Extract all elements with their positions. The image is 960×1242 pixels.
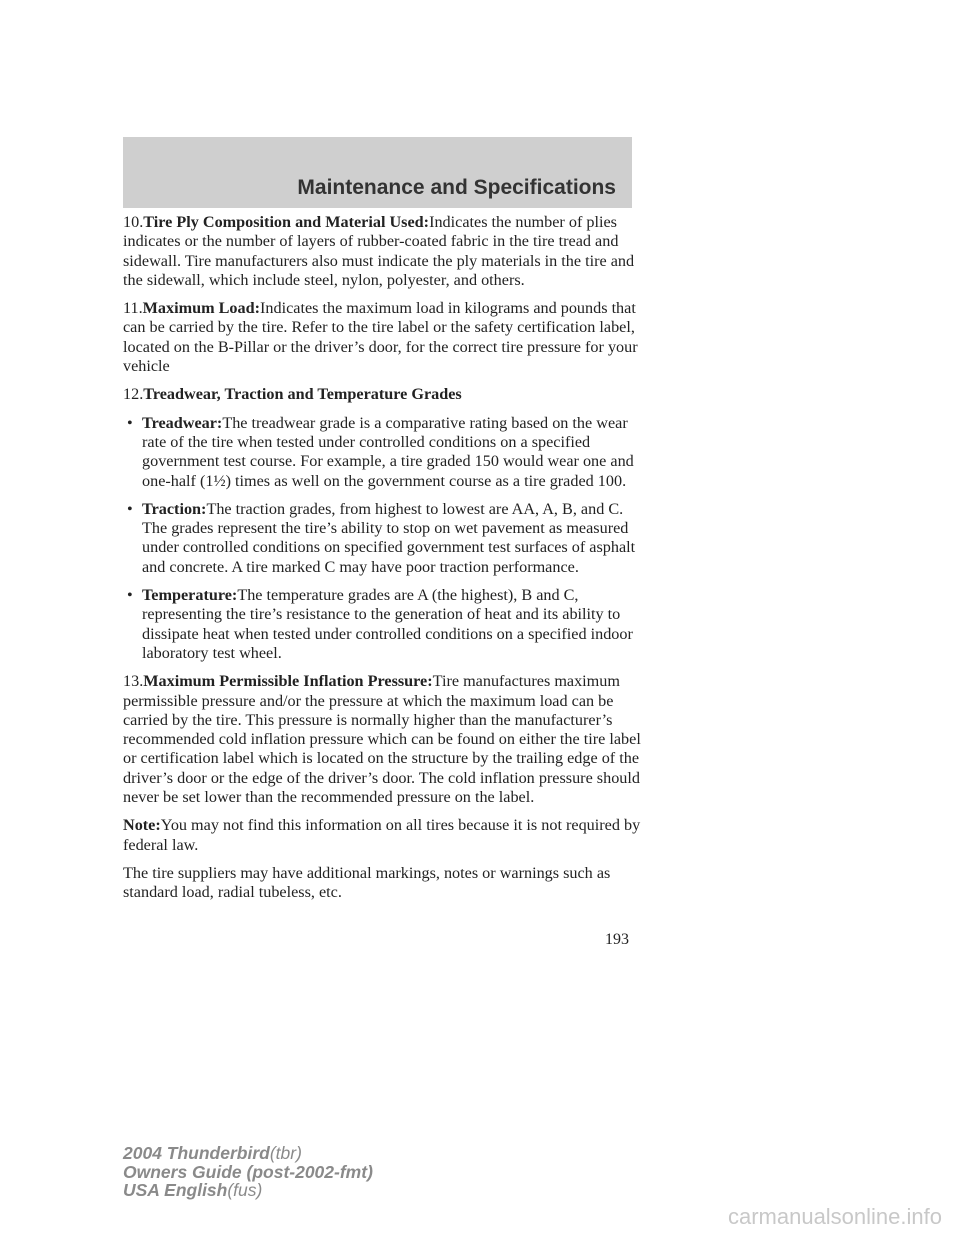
footer-language: USA English — [123, 1180, 228, 1200]
footer-language-code: (fus) — [227, 1180, 263, 1200]
page-number: 193 — [605, 931, 629, 948]
bullet-treadwear-text: The treadwear grade is a comparative rating based on the wear rate of the tire when tested under controlled conditions on a specified government test course. For example, a tire graded 150 would wear one and one-half (1½) times as well on the government course as a tire graded 100. — [142, 413, 634, 490]
item-10-label: Tire Ply Composition and Material Used: — [143, 213, 430, 231]
bullet-traction-label: Traction: — [142, 499, 207, 518]
note-text: You may not find this information on all tires because it is not required by federal law. — [123, 816, 641, 854]
item-13-label: Maximum Permissible Inflation Pressure: — [143, 672, 433, 691]
item-11-number: 11. — [123, 299, 143, 318]
note — [123, 816, 643, 855]
bullet-treadwear — [123, 414, 643, 491]
bullet-temperature-text: The temperature grades are A (the highest), B and C, representing the tire’s resistance to the generation of heat and its ability to dissipate heat when tested under controlled conditions on a specified indoor laboratory test wheel. — [142, 586, 633, 662]
bullet-icon: • — [127, 499, 133, 518]
document-footer — [123, 1144, 373, 1200]
note-label: Note: — [123, 816, 161, 835]
closing-paragraph: The tire suppliers may have additional markings, notes or warnings such as standard load, radial tubeless, etc. — [123, 863, 611, 902]
section-title: Maintenance and Specifications — [297, 176, 616, 199]
footer-line-1 — [123, 1144, 373, 1163]
item-10 — [123, 213, 643, 290]
item-10-text: Indicates the number of plies indicates or the number of layers of rubber-coated fabric in the tire tread and sidewall. Tire manufacturers also must indicate the ply materials in the tire and the sidewall, which include steel, nylon, polyester, and others. — [123, 213, 635, 289]
bullet-traction-text: The traction grades, from highest to lowest are AA, A, B, and C. The grades represent the tire’s ability to stop on wet pavement as measured under controlled conditions on specified government test surfaces of asphalt and concrete. A tire marked C may have poor traction performance. — [142, 499, 636, 576]
site-watermark: carmanualsonline.info — [727, 1204, 942, 1229]
item-11-label: Maximum Load: — [142, 299, 260, 318]
footer-guide: Owners Guide (post-2002-fmt) — [123, 1161, 373, 1182]
item-10-number: 10. — [123, 213, 144, 231]
item-13-number: 13. — [123, 672, 144, 691]
item-12-label: Treadwear, Traction and Temperature Grades — [143, 385, 462, 404]
item-12 — [123, 385, 643, 404]
item-13-text: Tire manufactures maximum permissible pressure and/or the pressure at which the maximum load can be carried by the tire. This pressure is normally higher than the manufacturer’s recommended cold inflation pressure which can be found on either the tire label or certification label which is located on the structure by the trailing edge of the driver’s door or the edge of the driver’s door. The cold inflation pressure should never be set lower than the recommended pressure on the label. — [123, 672, 641, 807]
bullet-temperature-label: Temperature: — [142, 586, 238, 605]
section-header-band — [123, 137, 632, 208]
bullet-treadwear-label: Treadwear: — [142, 413, 223, 432]
footer-line-3 — [123, 1181, 373, 1200]
page-content — [123, 213, 643, 912]
footer-vehicle-code: (tbr) — [269, 1143, 302, 1163]
bullet-temperature — [123, 586, 643, 663]
item-11 — [123, 299, 643, 376]
footer-vehicle: 2004 Thunderbird — [123, 1143, 270, 1163]
item-13 — [123, 672, 643, 807]
bullet-icon: • — [127, 586, 133, 605]
bullet-traction — [123, 500, 643, 577]
bullet-icon: • — [127, 413, 133, 432]
item-11-text: Indicates the maximum load in kilograms and pounds that can be carried by the tire. Refer to the tire label or the safety certification label, located on the B-Pillar or the driver’s door, for the correct tire pressure for your vehicle — [123, 299, 638, 376]
item-12-number: 12. — [123, 385, 144, 404]
footer-line-2 — [123, 1163, 373, 1182]
